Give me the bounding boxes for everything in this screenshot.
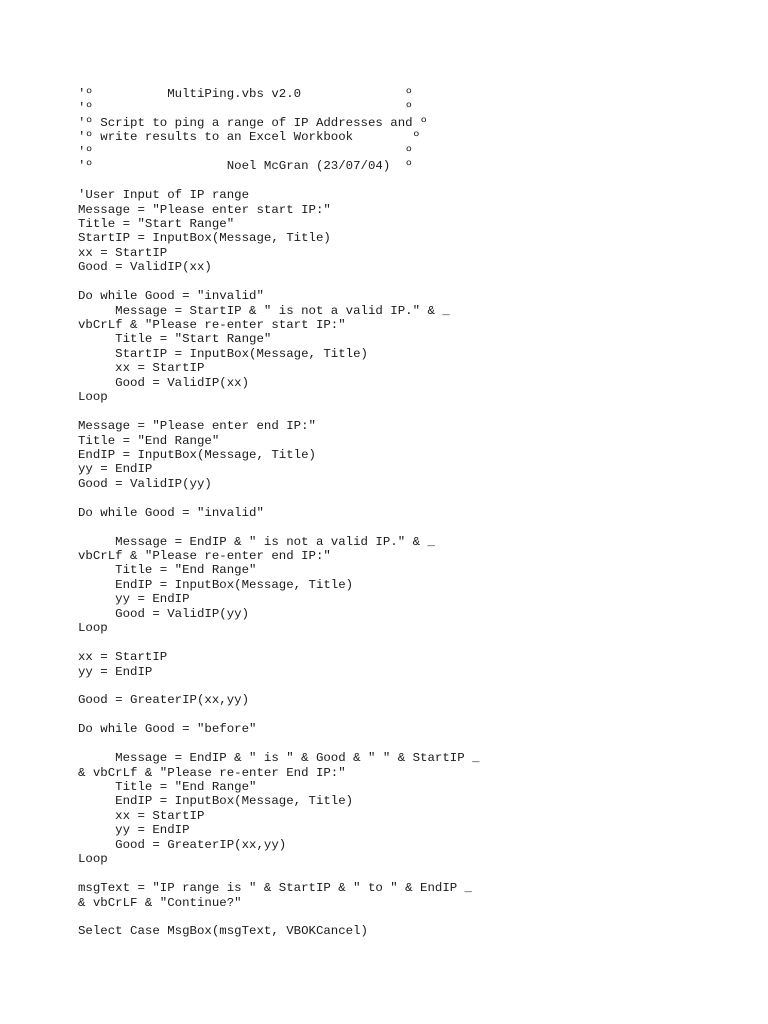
- code-line: [78, 520, 480, 534]
- code-line: Do while Good = "invalid": [78, 505, 264, 520]
- code-line: Good = ValidIP(xx): [78, 260, 212, 275]
- code-line: 'º Noel McGran (23/07/04) º: [78, 159, 413, 174]
- code-line: yy = EndIP: [78, 823, 190, 838]
- code-line: [78, 910, 480, 924]
- code-line: xx = StartIP: [78, 361, 205, 376]
- code-line: [78, 174, 480, 188]
- code-line: xx = StartIP: [78, 808, 205, 823]
- code-line: xx = StartIP: [78, 650, 168, 665]
- code-line: yy = EndIP: [78, 462, 153, 477]
- code-line: 'º write results to an Excel Workbook º: [78, 130, 421, 145]
- code-line: Do while Good = "before": [78, 722, 257, 737]
- code-line: Title = "End Range": [78, 780, 257, 794]
- code-line: Title = "End Range": [78, 563, 257, 578]
- code-line: Good = GreaterIP(xx,yy): [78, 837, 287, 852]
- code-line: Good = ValidIP(xx): [78, 375, 250, 390]
- code-line: & vbCrLf & "Please re-enter End IP:": [78, 765, 346, 780]
- code-line: Title = "End Range": [78, 433, 220, 448]
- code-line: vbCrLf & "Please re-enter end IP:": [78, 549, 331, 563]
- code-line: 'º Script to ping a range of IP Addresses and º: [78, 115, 428, 130]
- code-line: Message = EndIP & " is " & Good & " " & StartIP _: [78, 751, 480, 766]
- code-line: Good = ValidIP(yy): [78, 476, 212, 491]
- code-line: Good = ValidIP(yy): [78, 606, 250, 621]
- code-line: Message = StartIP & " is not a valid IP." & _: [78, 303, 450, 318]
- code-line: EndIP = InputBox(Message, Title): [78, 447, 316, 462]
- code-line: yy = EndIP: [78, 592, 190, 607]
- code-line: Title = "Start Range": [78, 332, 272, 347]
- code-line: msgText = "IP range is " & StartIP & " to " & EndIP _: [78, 881, 473, 896]
- code-line: 'º MultiPing.vbs v2.0 º: [78, 87, 413, 101]
- code-line: vbCrLf & "Please re-enter start IP:": [78, 318, 346, 332]
- code-line: [78, 708, 480, 722]
- code-line: StartIP = InputBox(Message, Title): [78, 231, 331, 246]
- code-line: [78, 737, 480, 751]
- code-line: [78, 405, 480, 419]
- code-line: Title = "Start Range": [78, 216, 235, 231]
- code-line: EndIP = InputBox(Message, Title): [78, 577, 354, 592]
- code-line: & vbCrLF & "Continue?": [78, 895, 242, 910]
- code-line: xx = StartIP: [78, 245, 168, 260]
- code-line: StartIP = InputBox(Message, Title): [78, 346, 368, 361]
- code-line: Message = "Please enter start IP:": [78, 202, 331, 217]
- code-line: Loop: [78, 621, 108, 636]
- code-line: [78, 636, 480, 650]
- code-line: Good = GreaterIP(xx,yy): [78, 693, 250, 708]
- code-line: 'º º: [78, 101, 413, 116]
- code-line: [78, 491, 480, 505]
- code-line: EndIP = InputBox(Message, Title): [78, 794, 354, 809]
- code-line: [78, 679, 480, 693]
- code-line: Select Case MsgBox(msgText, VBOKCancel): [78, 924, 368, 939]
- code-line: Message = EndIP & " is not a valid IP." & _: [78, 534, 435, 549]
- code-line: yy = EndIP: [78, 664, 153, 679]
- code-line: Message = "Please enter end IP:": [78, 419, 316, 434]
- code-line: 'User Input of IP range: [78, 188, 250, 203]
- code-line: [78, 867, 480, 881]
- code-line: Do while Good = "invalid": [78, 289, 264, 304]
- code-line: [78, 275, 480, 289]
- code-line: 'º º: [78, 144, 413, 159]
- code-line: Loop: [78, 390, 108, 405]
- code-line: Loop: [78, 852, 108, 867]
- code-listing: [78, 87, 480, 939]
